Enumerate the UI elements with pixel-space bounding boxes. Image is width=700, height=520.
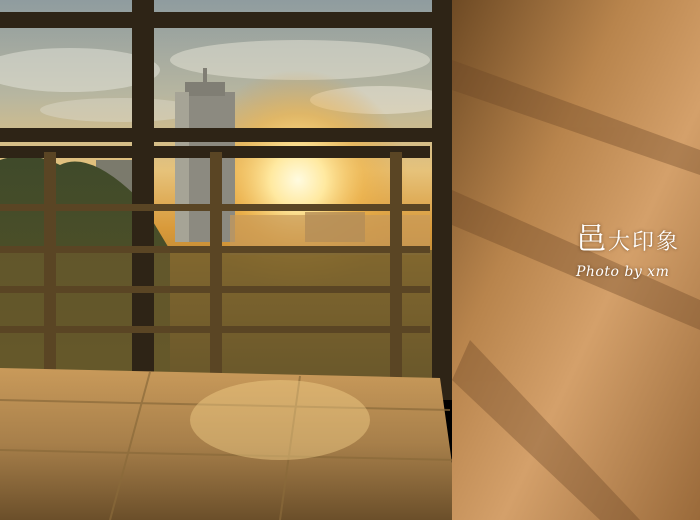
caption-title-first: 邑 (575, 222, 608, 257)
floor-reflection (190, 380, 370, 460)
photo-caption (576, 214, 680, 280)
photo-credit: Photo by xm (575, 264, 670, 280)
caption-title (576, 214, 680, 258)
caption-title-rest: 大印象 (607, 230, 680, 255)
